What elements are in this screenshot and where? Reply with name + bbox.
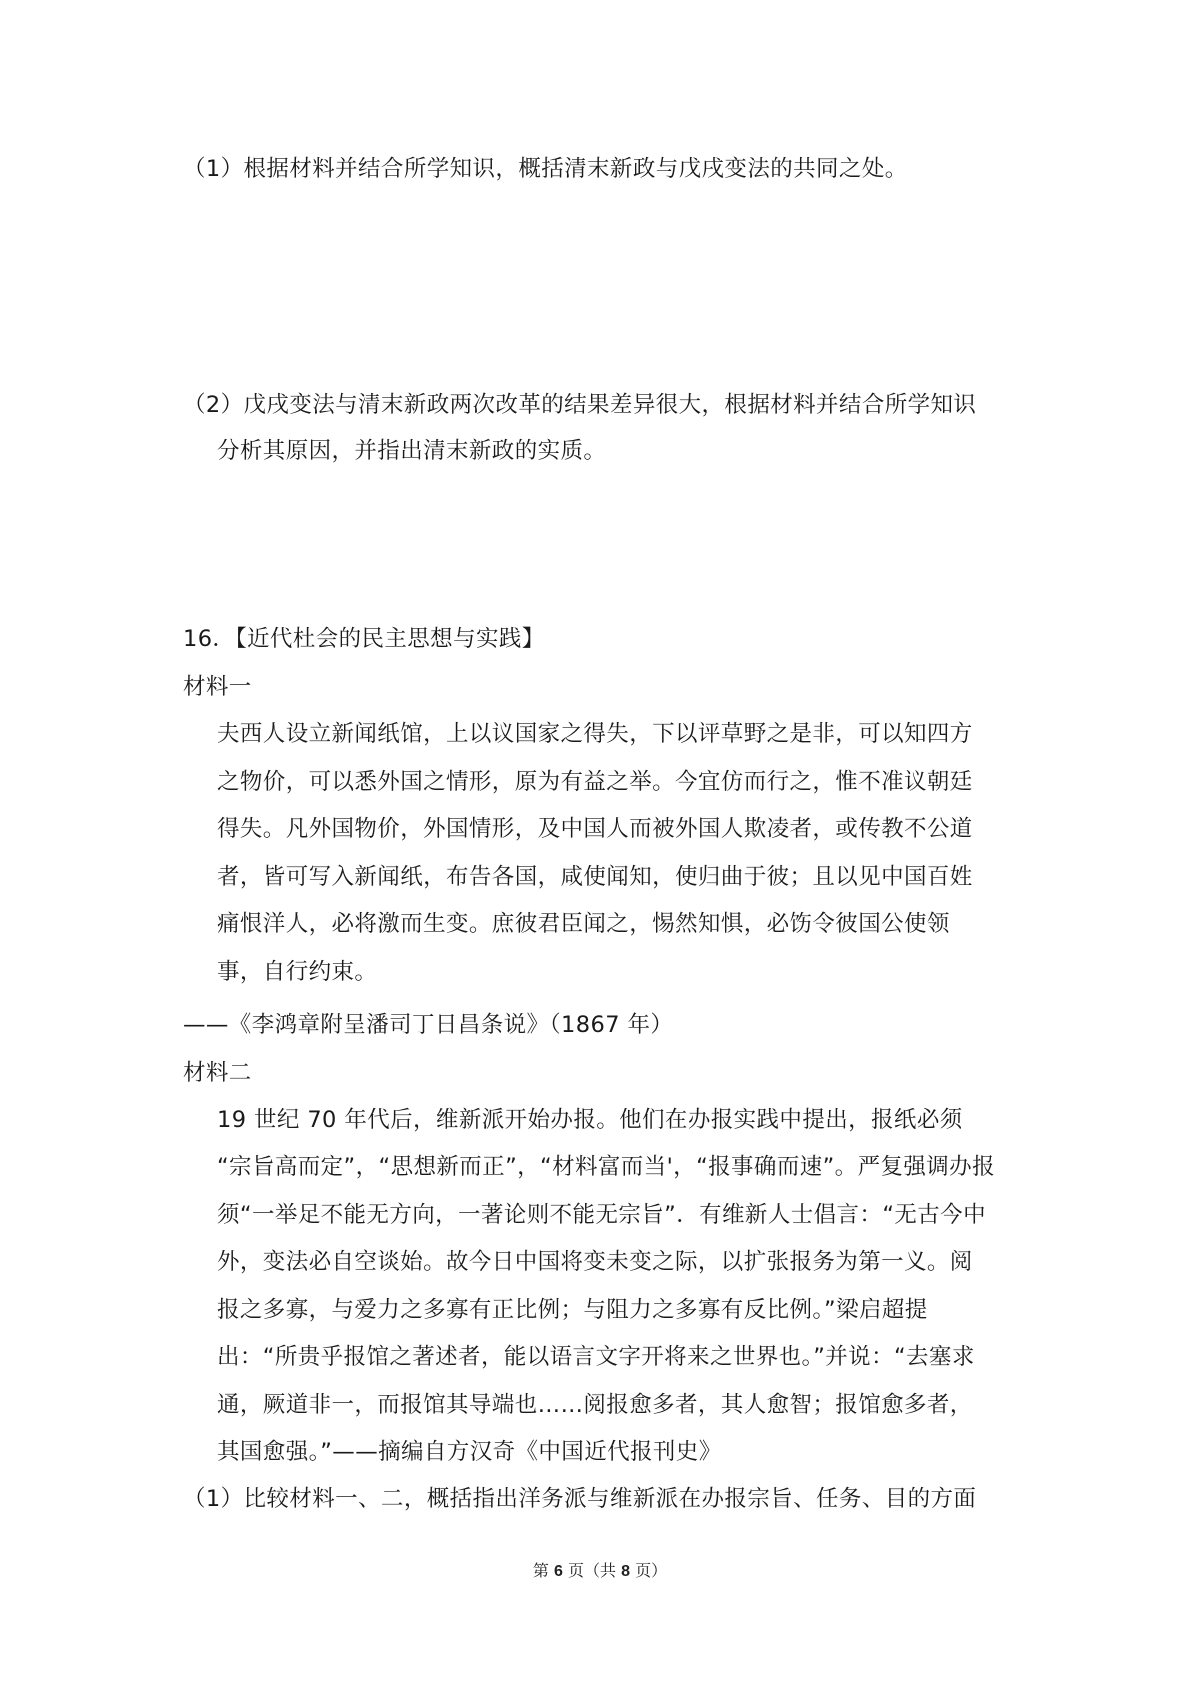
footer-middle: 页（共 bbox=[562, 1561, 622, 1580]
material-2-line: 报之多寡，与爱力之多寡有正比例；与阻力之多寡有反比例。”梁启超提 bbox=[217, 1297, 928, 1323]
question-15-1: （1）根据材料并结合所学知识，概括清末新政与戊戌变法的共同之处。 bbox=[183, 156, 908, 182]
footer-total-pages: 8 bbox=[621, 1563, 630, 1580]
material-1-line: 夫西人设立新闻纸馆，上以议国家之得失，下以评草野之是非，可以知四方 bbox=[217, 721, 973, 747]
question-15-2-line-1: （2）戊戌变法与清末新政两次改革的结果差异很大，根据材料并结合所学知识 bbox=[183, 392, 977, 418]
question-16-1: （1）比较材料一、二，概括指出洋务派与维新派在办报宗旨、任务、目的方面 bbox=[183, 1486, 977, 1512]
material-1-line: 得失。凡外国物价，外国情形，及中国人而被外国人欺凌者，或传教不公道 bbox=[217, 816, 973, 842]
footer-prefix: 第 bbox=[532, 1561, 554, 1580]
material-1-label: 材料一 bbox=[183, 674, 252, 700]
material-1-line: 之物价，可以悉外国之情形，原为有益之举。今宜仿而行之，惟不准议朝廷 bbox=[217, 769, 973, 795]
material-2-line: 其国愈强。”——摘编自方汉奇《中国近代报刊史》 bbox=[217, 1439, 722, 1465]
material-1-source: ——《李鸿章附呈潘司丁日昌条说》（1867 年） bbox=[183, 1012, 674, 1038]
material-1-line: 痛恨洋人，必将激而生变。庶彼君臣闻之，惕然知惧，必饬令彼国公使领 bbox=[217, 911, 950, 937]
material-2-line: 外，变法必自空谈始。故今日中国将变未变之际，以扩张报务为第一义。阅 bbox=[217, 1249, 973, 1275]
material-1-line: 者，皆可写入新闻纸，布告各国，咸使闻知，使归曲于彼；且以见中国百姓 bbox=[217, 864, 973, 890]
material-2-line: 须“一举足不能无方向，一著论则不能无宗旨”．有维新人士倡言：“无古今中 bbox=[217, 1202, 986, 1228]
material-2-label: 材料二 bbox=[183, 1060, 252, 1086]
material-2-line: 通，厥道非一，而报馆其导端也……阅报愈多者，其人愈智；报馆愈多者， bbox=[217, 1392, 973, 1418]
question-16-heading: 16．【近代杜会的民主思想与实践】 bbox=[183, 626, 545, 652]
material-2-line: “宗旨高而定”，“思想新而正”，“材料富而当'，“报事确而速”。严复强调办报 bbox=[217, 1154, 995, 1180]
footer-page-number: 6 bbox=[554, 1563, 563, 1580]
question-15-2-line-2: 分析其原因，并指出清末新政的实质。 bbox=[217, 438, 607, 464]
material-2-line: 19 世纪 70 年代后，维新派开始办报。他们在办报实践中提出，报纸必须 bbox=[217, 1107, 963, 1133]
page-footer bbox=[0, 1561, 1200, 1582]
material-2-line: 出：“所贵乎报馆之著述者，能以语言文字开将来之世界也。”并说：“去塞求 bbox=[217, 1344, 975, 1370]
material-1-line: 事，自行约束。 bbox=[217, 959, 378, 985]
footer-suffix: 页） bbox=[630, 1561, 668, 1580]
